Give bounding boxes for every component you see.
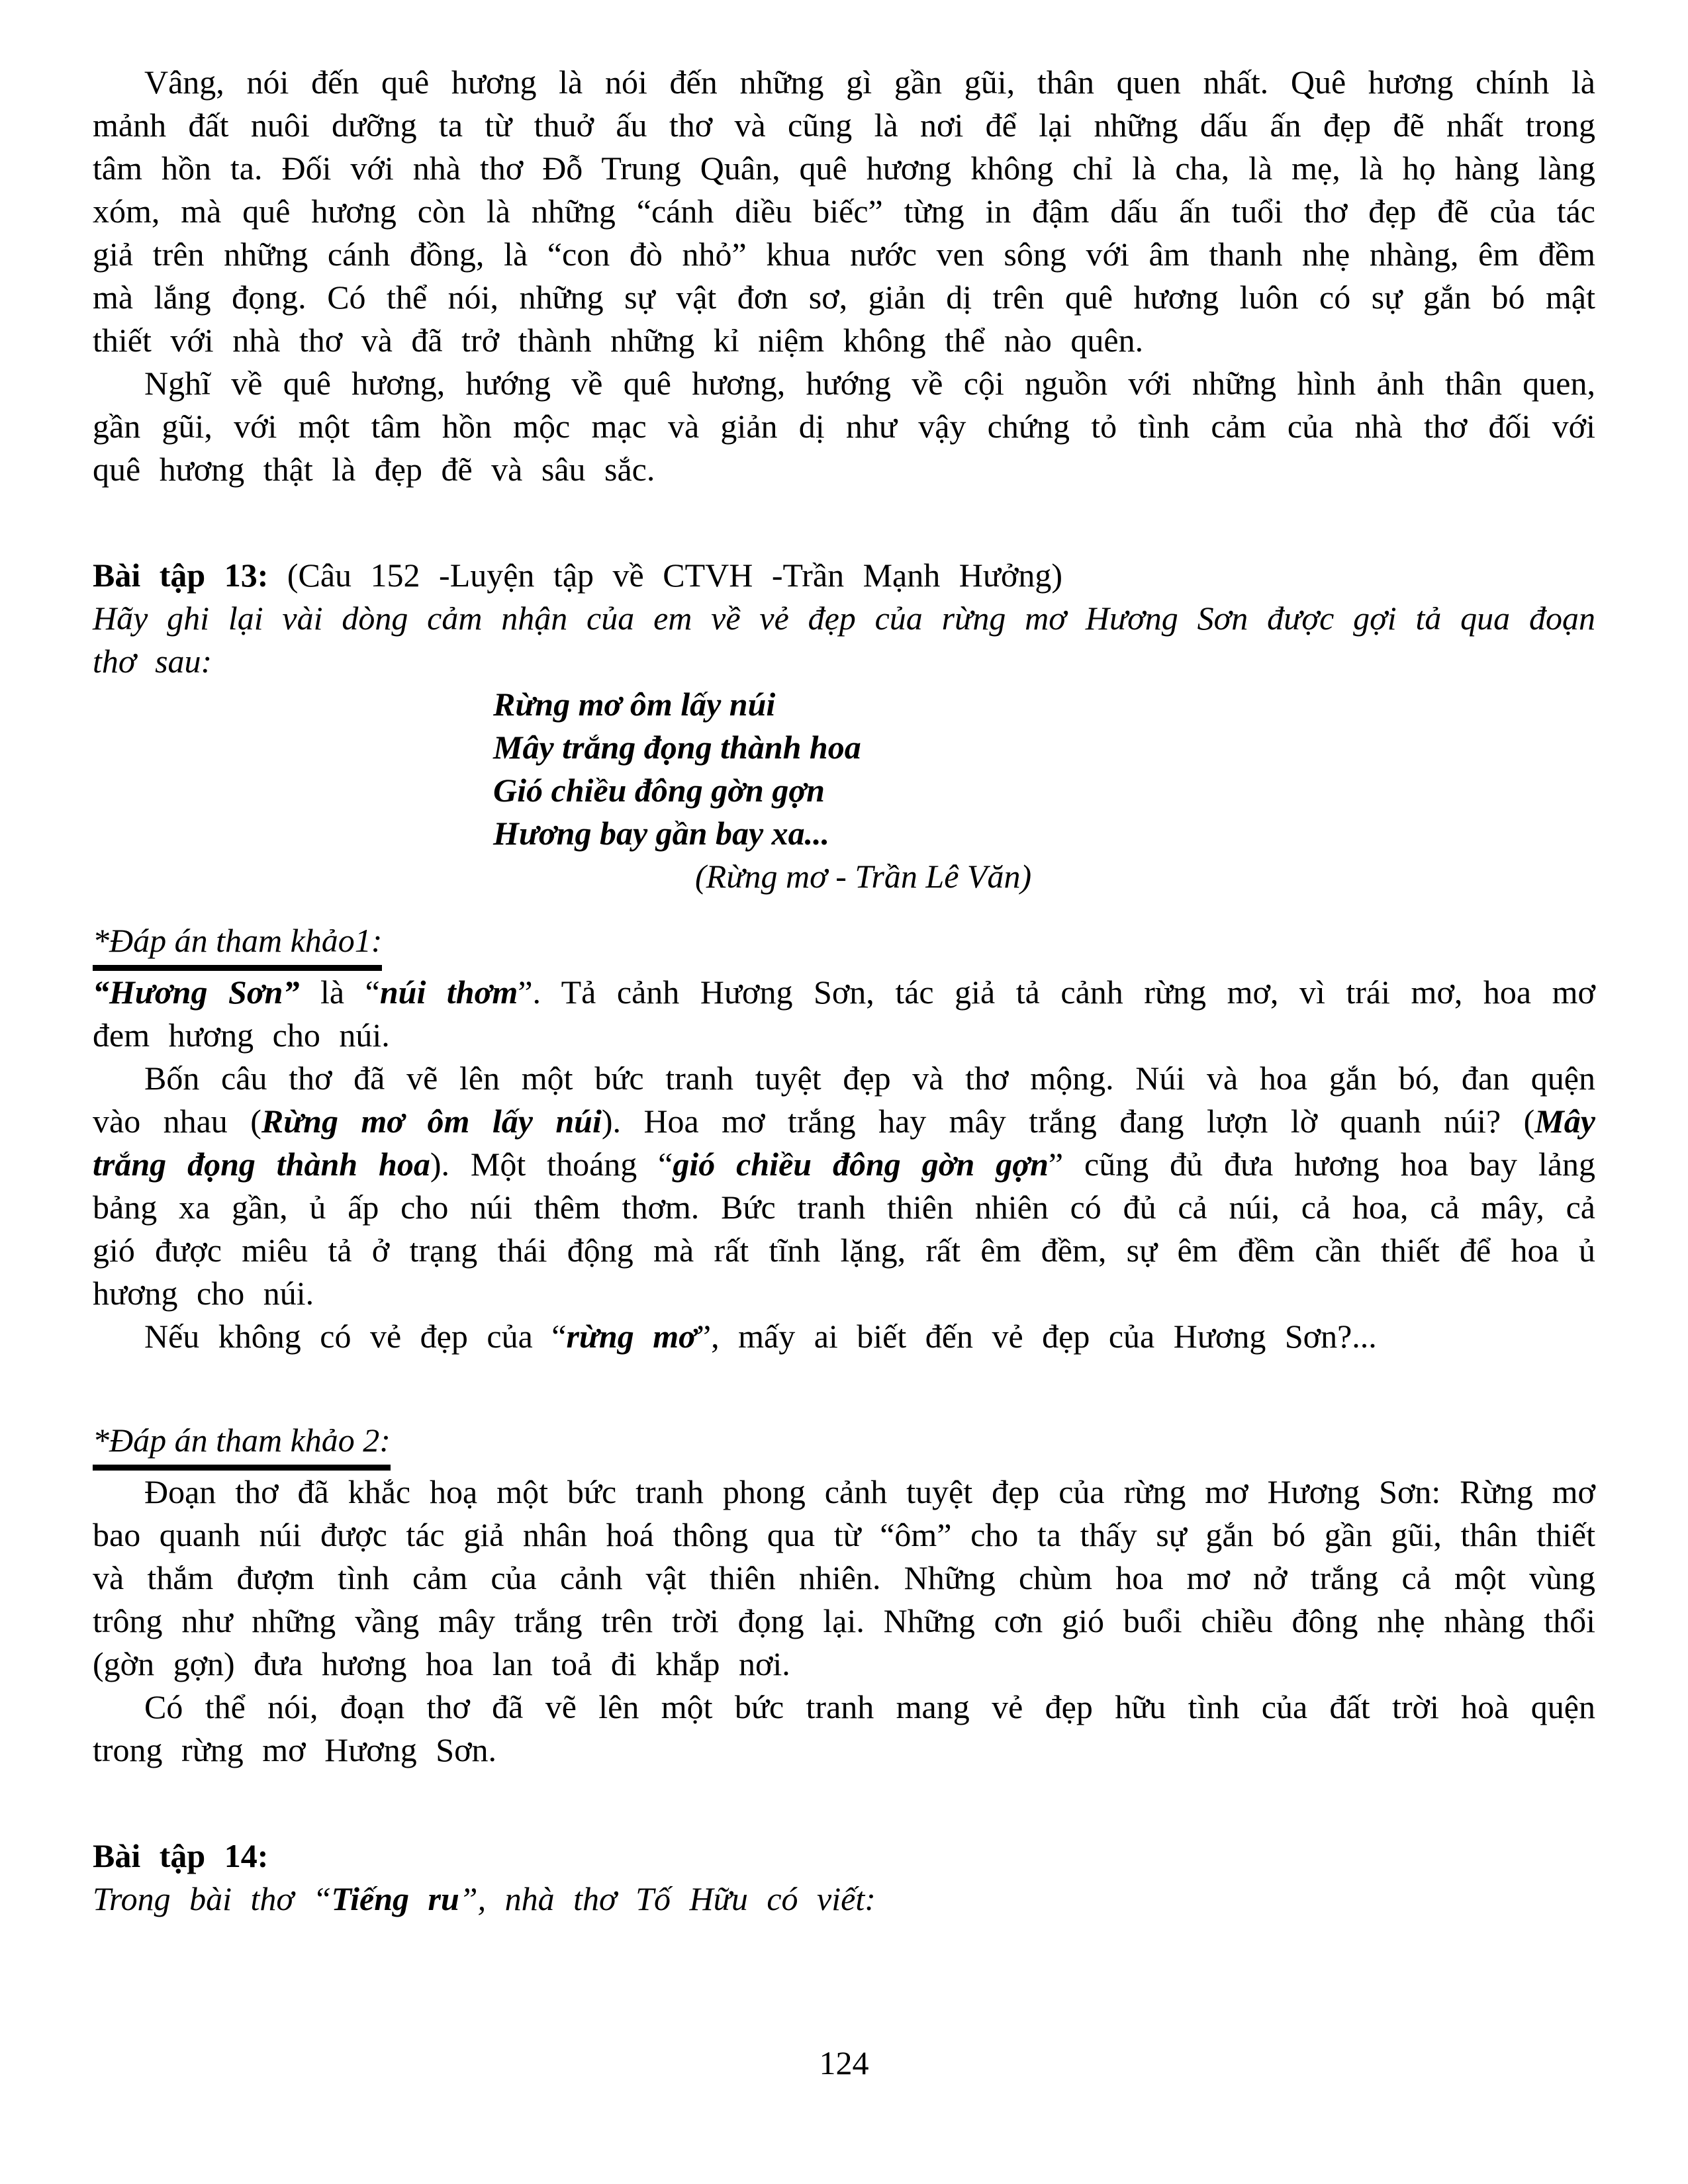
page-number: 124 <box>819 2044 869 2081</box>
answer2-paragraph-2: Có thể nói, đoạn thơ đã vẽ lên một bức tranh mang vẻ đẹp hữu tình của đất trời hoà quện trong rừng mơ Hương Sơn. <box>93 1688 1595 1768</box>
answer1-heading: *Đáp án tham khảo1: <box>93 919 382 971</box>
exercise14-heading <box>93 1835 1595 1878</box>
exercise13-title: Bài tập 13: <box>93 557 269 594</box>
quoted-verse: Rừng mơ ôm lấy núi <box>261 1103 602 1140</box>
answer1-paragraph-1: “Hương Sơn” là “núi thơm”. Tả cảnh Hương Sơn, tác giả tả cảnh rừng mơ, vì trái mơ, hoa mơ đem hương cho núi. <box>93 974 1595 1054</box>
exercise14-intro: Trong bài thơ “Tiếng ru”, nhà thơ Tố Hữu có viết: <box>93 1880 876 1917</box>
answer1-paragraph-3: Nếu không có vẻ đẹp của “rừng mơ”, mấy ai biết đến vẻ đẹp của Hương Sơn?... <box>144 1318 1377 1355</box>
exercise13-prompt: Hãy ghi lại vài dòng cảm nhận của em về vẻ đẹp của rừng mơ Hương Sơn được gợi tả qua đoạn thơ sau: <box>93 600 1595 680</box>
exercise13-heading <box>93 554 1595 597</box>
essay-paragraph-1: Vâng, nói đến quê hương là nói đến những gì gần gũi, thân quen nhất. Quê hương chính là mảnh đất nuôi dưỡng ta từ thuở ấu thơ và cũng là nơi để lại những dấu ấn đẹp đẽ nhất trong tâm hồn ta. Đối với nhà thơ Đỗ Trung Quân, quê hương không chỉ là cha, là mẹ, là họ hàng làng xóm, mà quê hương còn là những “cánh diều biếc” từng in đậm dấu ấn tuổi thơ đẹp đẽ của tác giả trên những cánh đồng, là “con đò nhỏ” khua nước ven sông với âm thanh nhẹ nhàng, êm đềm mà lắng đọng. Có thể nói, những sự vật đơn sơ, giản dị trên quê hương luôn có sự gắn bó mật thiết với nhà thơ và đã trở thành những kỉ niệm không thể nào quên. <box>93 64 1595 359</box>
poem-line: Mây trắng đọng thành hoa <box>493 729 861 766</box>
exercise14-title: Bài tập 14: <box>93 1837 269 1874</box>
quoted-term: “Hương Sơn” <box>93 974 300 1011</box>
exercise13-source-note: (Câu 152 -Luyện tập về CTVH -Trần Mạnh Hưởng) <box>268 557 1063 594</box>
quoted-term: rừng mơ <box>566 1318 696 1355</box>
answer2-heading-row <box>93 1419 1595 1471</box>
poem-line: Gió chiều đông gờn gợn <box>493 772 825 809</box>
answer1-heading-row <box>93 919 1595 971</box>
quoted-verse: Mây trắng đọng thành hoa <box>93 1103 1595 1183</box>
poem-line: Hương bay gần bay xa... <box>493 815 830 852</box>
quoted-term: núi thơm <box>379 974 518 1011</box>
quoted-verse: gió chiều đông gờn gợn <box>673 1146 1049 1183</box>
poem-title: Tiếng ru <box>331 1880 459 1917</box>
poem-line: Rừng mơ ôm lấy núi <box>493 686 776 723</box>
poem-attribution: (Rừng mơ - Trần Lê Văn) <box>695 858 1032 895</box>
poem-block <box>493 683 1595 855</box>
answer1-paragraph-2: Bốn câu thơ đã vẽ lên một bức tranh tuyệt đẹp và thơ mộng. Núi và hoa gắn bó, đan quện vào nhau (Rừng mơ ôm lấy núi). Hoa mơ trắng hay mây trắng đang lượn lờ quanh núi? (Mây trắng đọng thành hoa). Một thoáng “gió chiều đông gờn gợn” cũng đủ đưa hương hoa bay lảng bảng xa gần, ủ ấp cho núi thêm thơm. Bức tranh thiên nhiên có đủ cả núi, cả hoa, cả mây, cả gió được miêu tả ở trạng thái động mà rất tĩnh lặng, rất êm đềm, sự êm đềm cần thiết để hoa ủ hương cho núi. <box>93 1060 1595 1312</box>
essay-paragraph-2: Nghĩ về quê hương, hướng về quê hương, hướng về cội nguồn với những hình ảnh thân quen, gần gũi, với một tâm hồn mộc mạc và giản dị như vậy chứng tỏ tình cảm của nhà thơ đối với quê hương thật là đẹp đẽ và sâu sắc. <box>93 365 1595 488</box>
answer2-heading: *Đáp án tham khảo 2: <box>93 1419 391 1471</box>
answer2-paragraph-1: Đoạn thơ đã khắc hoạ một bức tranh phong cảnh tuyệt đẹp của rừng mơ Hương Sơn: Rừng mơ bao quanh núi được tác giả nhân hoá thông qua từ “ôm” cho ta thấy sự gắn bó gần gũi, thân thiết và thắm đượm tình cảm của cảnh vật thiên nhiên. Những chùm hoa mơ nở trắng cả một vùng trông như những vầng mây trắng trên trời đọng lại. Những cơn gió buổi chiều đông nhẹ nhàng thổi (gờn gợn) đưa hương hoa lan toả đi khắp nơi. <box>93 1473 1595 1682</box>
